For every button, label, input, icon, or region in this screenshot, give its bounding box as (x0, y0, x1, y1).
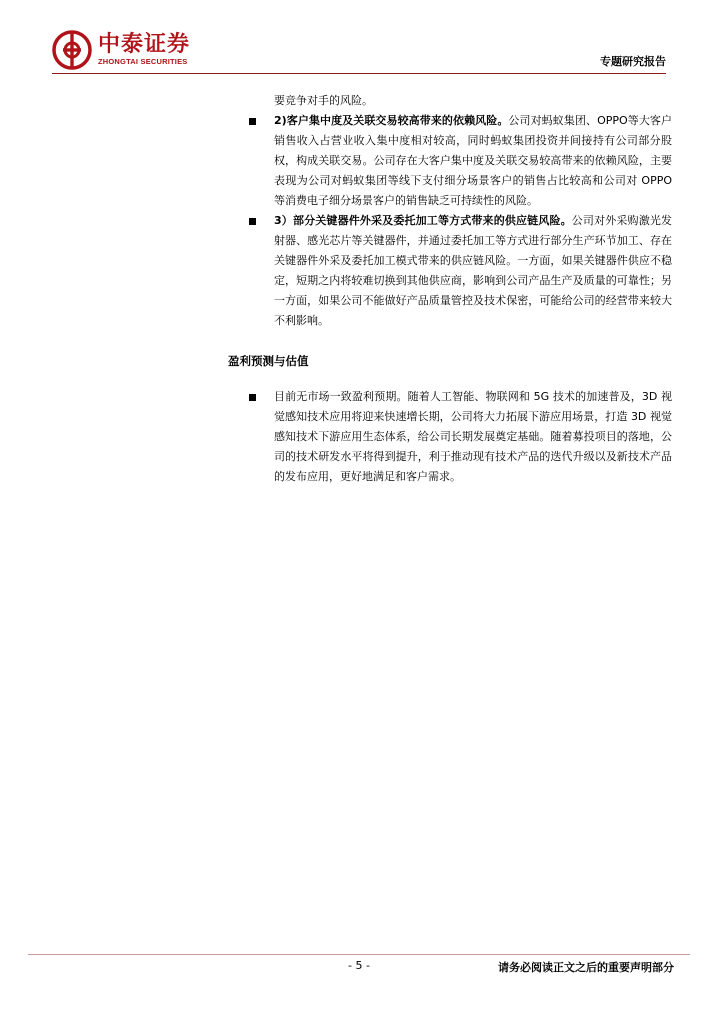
logo-english-name: ZHONGTAI SECURITIES (98, 57, 188, 66)
logo-text (98, 33, 190, 67)
logo-chinese-name: 中泰证券 (98, 32, 191, 57)
continued-paragraph: 要竞争对手的风险。 (274, 94, 373, 107)
forecast-text: 目前无市场一致盈利预期。随着人工智能、物联网和 5G 技术的加速普及，3D 视觉感知技术应用将迎来快速增长期，公司将大力拓展下游应用场景，打造 3D 视觉感知技术下游应用生态体系，给公司长期发展奠定基础。随着募投项目的落地，公司的技术研发水平将得到提升，利于推动现有技术产品的迭代升级以及新技术产品的发布应用，更好地满足和客户需求。 (274, 390, 672, 483)
risk-item (228, 111, 672, 211)
footer-divider (28, 954, 690, 955)
square-bullet-icon (249, 394, 256, 401)
company-logo (52, 30, 190, 70)
risk-title: 2)客户集中度及关联交易较高带来的依赖风险。 (274, 114, 509, 127)
square-bullet-icon (249, 218, 256, 225)
risk-text: 公司对外采购激光发射器、感光芯片等关键器件，并通过委托加工等方式进行部分生产环节加工、存在关键器件外采及委托加工模式带来的供应链风险。一方面，如果关键器件供应不稳定，短期之内将较难切换到其他供应商，影响到公司产品生产及质量的可靠性；另一方面，如果公司不能做好产品质量管控及技术保密，可能给公司的经营带来较大不利影响。 (274, 214, 673, 327)
forecast-paragraph (228, 387, 672, 487)
risk-text: 公司对蚂蚁集团、OPPO等大客户销售收入占营业收入集中度相对较高，同时蚂蚁集团投资并间接持有公司部分股权，构成关联交易。公司存在大客户集中度及关联交易较高带来的依赖风险，主要表现为公司对蚂蚁集团等线下支付细分场景客户的销售占比较高和公司对 OPPO 等消费电子细分场景客户的销售缺乏可持续性的风险。 (274, 114, 672, 207)
zhongtai-logo-icon (52, 30, 92, 70)
report-body (228, 90, 672, 487)
page-number: - 5 - (348, 959, 370, 972)
square-bullet-icon (249, 118, 256, 125)
header-divider (52, 73, 666, 74)
risk-item (228, 211, 672, 331)
report-type-label: 专题研究报告 (600, 55, 666, 68)
section-heading: 盈利预测与估值 (228, 354, 309, 368)
risk-title: 3）部分关键器件外采及委托加工等方式带来的供应链风险。 (274, 214, 572, 227)
disclaimer-text: 请务必阅读正文之后的重要声明部分 (498, 961, 674, 974)
